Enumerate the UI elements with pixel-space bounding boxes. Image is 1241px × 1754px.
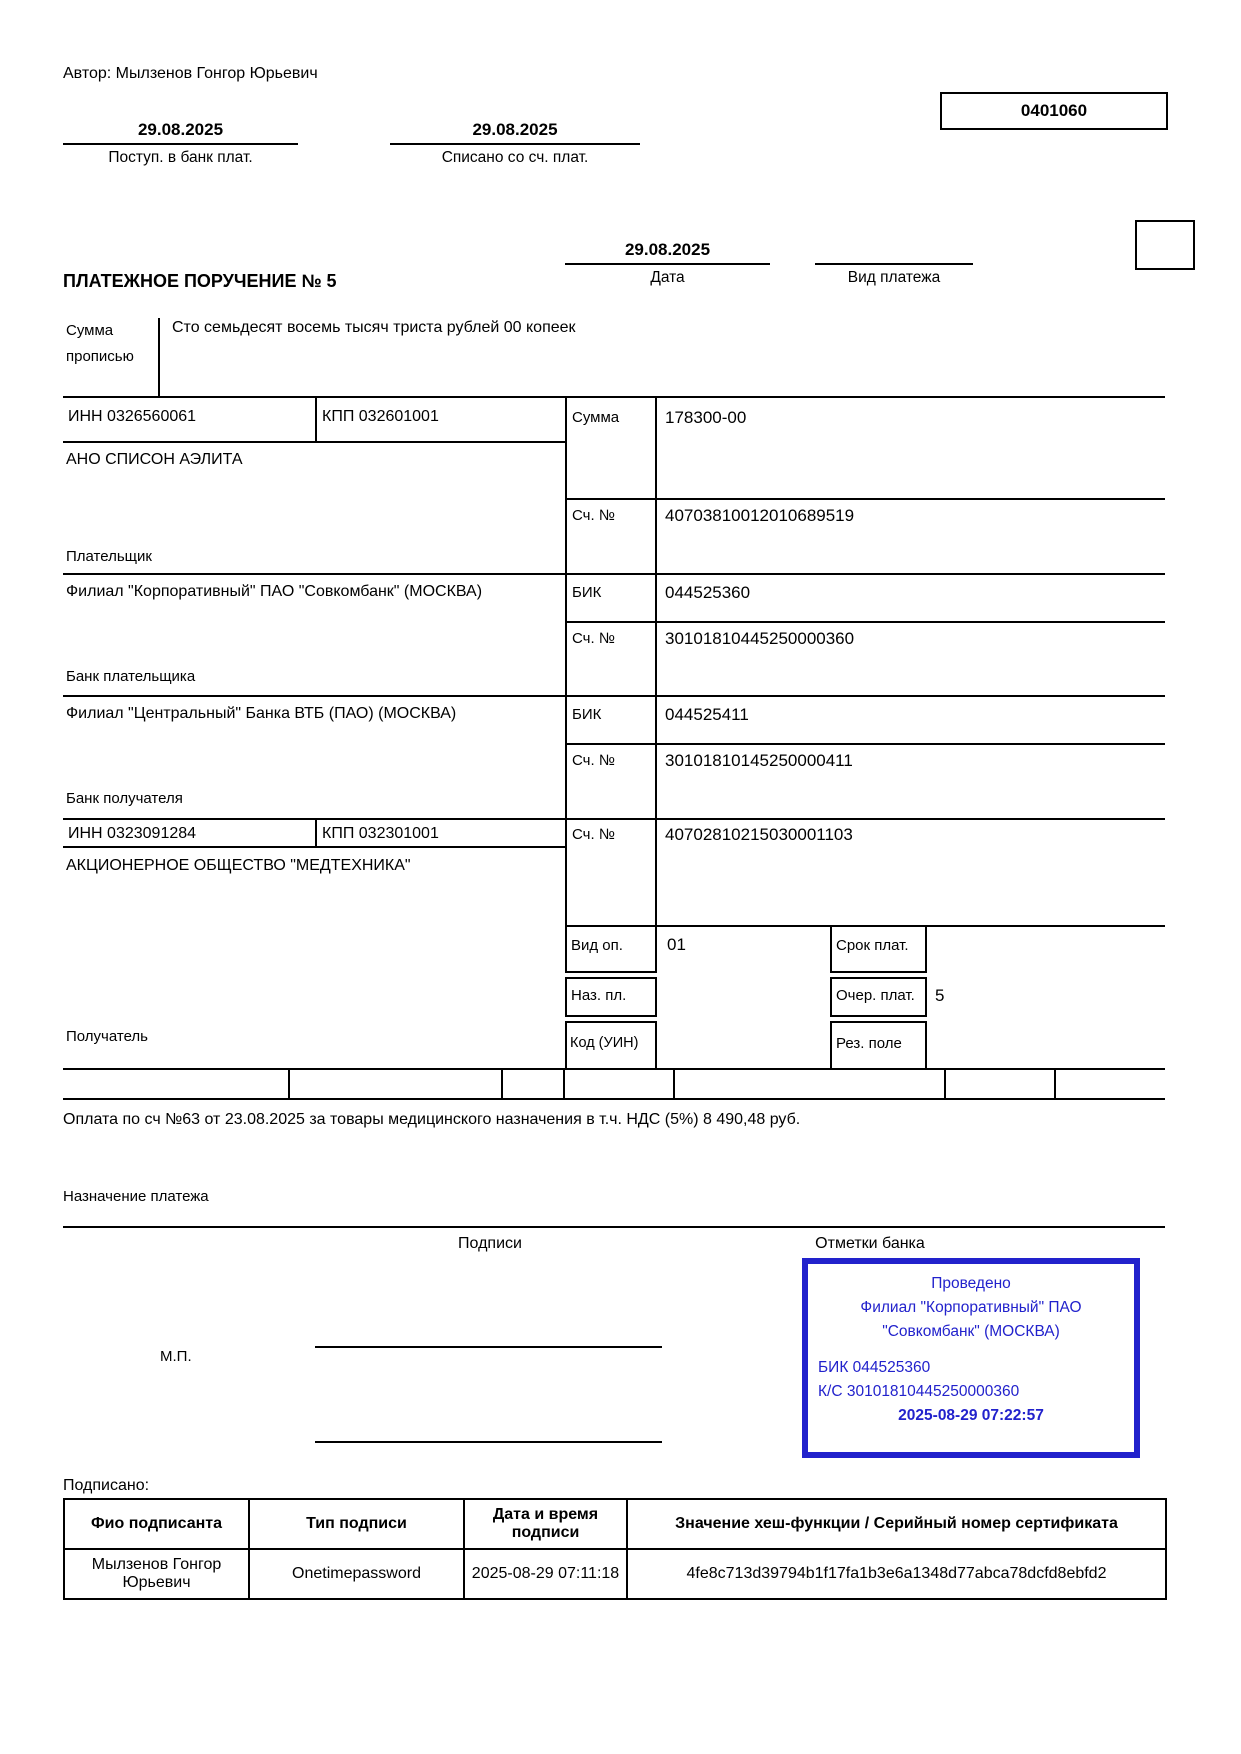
- date-received-block: [63, 120, 298, 167]
- signer-name: Мылзенов Гонгор Юрьевич: [64, 1549, 249, 1599]
- divider: [158, 318, 160, 396]
- date-received-caption: Поступ. в банк плат.: [108, 149, 253, 166]
- payer-name: АНО СПИСОН АЭЛИТА: [66, 451, 243, 468]
- payer-bank-account-label: Сч. №: [572, 630, 615, 647]
- priority-label: Очер. плат.: [836, 987, 915, 1004]
- extra-field-cell: [565, 1070, 675, 1098]
- op-kind-box: [565, 925, 657, 973]
- extra-field-cell: [290, 1070, 503, 1098]
- mp-label: М.П.: [160, 1348, 192, 1365]
- payment-kind-value: [815, 240, 973, 265]
- date-received: 29.08.2025: [63, 120, 298, 145]
- reserve-label: Рез. поле: [836, 1035, 902, 1052]
- payee-name: АКЦИОНЕРНОЕ ОБЩЕСТВО "МЕДТЕХНИКА": [66, 857, 411, 874]
- divider: [565, 398, 567, 925]
- signatures-label: Подписи: [458, 1235, 522, 1252]
- divider: [565, 498, 1165, 500]
- payee-bank-bik-label: БИК: [572, 706, 602, 723]
- author-line: Автор: Мылзенов Гонгор Юрьевич: [63, 65, 318, 82]
- purpose-text: Оплата по сч №63 от 23.08.2025 за товары медицинского назначения в т.ч. НДС (5%) 8 490,48 руб.: [63, 1111, 801, 1128]
- uin-box: [565, 1021, 657, 1070]
- doc-date-caption: Дата: [650, 269, 685, 286]
- extra-field-cell: [63, 1070, 290, 1098]
- stamp-bik: БИК 044525360: [818, 1359, 931, 1377]
- signature-hash: 4fe8c713d39794b1f17fa1b3e6a1348d77abca78dcfd8ebfd2: [627, 1549, 1166, 1599]
- purpose-code-box: [565, 977, 657, 1017]
- priority-value: 5: [935, 986, 945, 1005]
- signed-table-row: [64, 1549, 1166, 1599]
- payer-kpp: КПП 032601001: [322, 408, 439, 425]
- stamp-status: Проведено: [931, 1275, 1011, 1292]
- reserve-box: [830, 1021, 927, 1070]
- divider: [63, 1226, 1165, 1228]
- payee-bank-account-label: Сч. №: [572, 752, 615, 769]
- form-code-box: [940, 92, 1168, 130]
- divider: [565, 621, 1165, 623]
- op-kind-value: 01: [667, 935, 686, 954]
- signature-type: Onetimepassword: [249, 1549, 464, 1599]
- payer-inn: ИНН 0326560061: [68, 408, 197, 425]
- divider: [63, 396, 1165, 398]
- payer-label: Плательщик: [66, 548, 152, 565]
- divider: [63, 695, 1165, 697]
- signed-table-header-row: [64, 1499, 1166, 1549]
- payer-account: 40703810012010689519: [665, 506, 855, 525]
- payer-bank-bik-label: БИК: [572, 584, 602, 601]
- pay-term-label: Срок плат.: [836, 937, 909, 954]
- payer-bank-name: Филиал "Корпоративный" ПАО "Совкомбанк" (МОСКВА): [66, 583, 483, 600]
- payee-bank-label: Банк получателя: [66, 790, 183, 807]
- document-title: ПЛАТЕЖНОЕ ПОРУЧЕНИЕ № 5: [63, 271, 337, 291]
- form-code: 0401060: [1020, 101, 1088, 120]
- date-debited-caption: Списано со сч. плат.: [441, 149, 589, 166]
- priority-box: [830, 977, 927, 1017]
- stamp-corr: К/С 30101810445250000360: [818, 1383, 1020, 1401]
- date-debited: 29.08.2025: [390, 120, 640, 145]
- stamp-spacer: [818, 1344, 1124, 1356]
- purpose-label: Назначение платежа: [63, 1188, 209, 1205]
- extra-fields-row: [63, 1068, 1165, 1100]
- signed-header-hash: Значение хеш-функции / Серийный номер сертификата: [627, 1499, 1166, 1549]
- extra-field-cell: [503, 1070, 565, 1098]
- payee-kpp: КПП 032301001: [322, 825, 439, 842]
- payment-kind-caption: Вид платежа: [847, 269, 941, 286]
- signature-datetime: 2025-08-29 07:11:18: [464, 1549, 627, 1599]
- payer-bank-account: 30101810445250000360: [665, 629, 855, 648]
- status-checkbox: [1135, 220, 1195, 270]
- uin-label: Код (УИН): [570, 1035, 639, 1051]
- amount-in-words-label: Сумма прописью: [66, 322, 134, 365]
- divider: [315, 820, 317, 846]
- signed-table: [63, 1498, 1167, 1600]
- payee-account-label: Сч. №: [572, 826, 615, 843]
- purpose-code-label: Наз. пл.: [571, 987, 627, 1004]
- divider: [315, 398, 317, 441]
- stamp-bank-line2: "Совкомбанк" (МОСКВА): [882, 1323, 1060, 1341]
- sum-value: 178300-00: [665, 408, 747, 427]
- bank-stamp: [802, 1258, 1140, 1458]
- stamp-bank-line1: Филиал "Корпоративный" ПАО: [860, 1299, 1082, 1317]
- payer-bank-label: Банк плательщика: [66, 668, 196, 685]
- extra-field-cell: [946, 1070, 1056, 1098]
- extra-field-cell: [1056, 1070, 1165, 1098]
- signed-label: Подписано:: [63, 1477, 150, 1494]
- amount-in-words: Сто семьдесят восемь тысяч триста рублей 00 копеек: [172, 319, 576, 336]
- divider: [655, 398, 657, 925]
- signature-line: [315, 1346, 662, 1348]
- doc-date: 29.08.2025: [565, 240, 770, 265]
- signed-header-datetime: Дата и время подписи: [464, 1499, 627, 1549]
- payee-label: Получатель: [66, 1028, 148, 1045]
- date-debited-block: [390, 120, 640, 167]
- doc-date-block: [565, 240, 770, 287]
- divider: [63, 441, 565, 443]
- payee-bank-bik: 044525411: [665, 705, 749, 724]
- bank-marks-label: Отметки банка: [815, 1235, 925, 1252]
- payee-bank-name: Филиал "Центральный" Банка ВТБ (ПАО) (МОСКВА): [66, 705, 457, 722]
- sum-label: Сумма: [572, 409, 620, 426]
- payee-inn: ИНН 0323091284: [68, 825, 197, 842]
- divider: [565, 743, 1165, 745]
- divider: [63, 846, 565, 848]
- divider: [63, 818, 1165, 820]
- payer-account-label: Сч. №: [572, 507, 615, 524]
- signed-header-type: Тип подписи: [249, 1499, 464, 1549]
- divider: [63, 573, 1165, 575]
- payer-bank-bik: 044525360: [665, 583, 751, 602]
- extra-field-cell: [675, 1070, 946, 1098]
- op-kind-label: Вид оп.: [571, 937, 623, 954]
- payee-account: 40702810215030001103: [665, 825, 853, 844]
- signature-line: [315, 1441, 662, 1443]
- payment-kind-block: [815, 240, 973, 287]
- pay-term-box: [830, 925, 927, 973]
- stamp-datetime: 2025-08-29 07:22:57: [898, 1407, 1044, 1425]
- payee-bank-account: 30101810145250000411: [665, 751, 853, 770]
- signed-header-name: Фио подписанта: [64, 1499, 249, 1549]
